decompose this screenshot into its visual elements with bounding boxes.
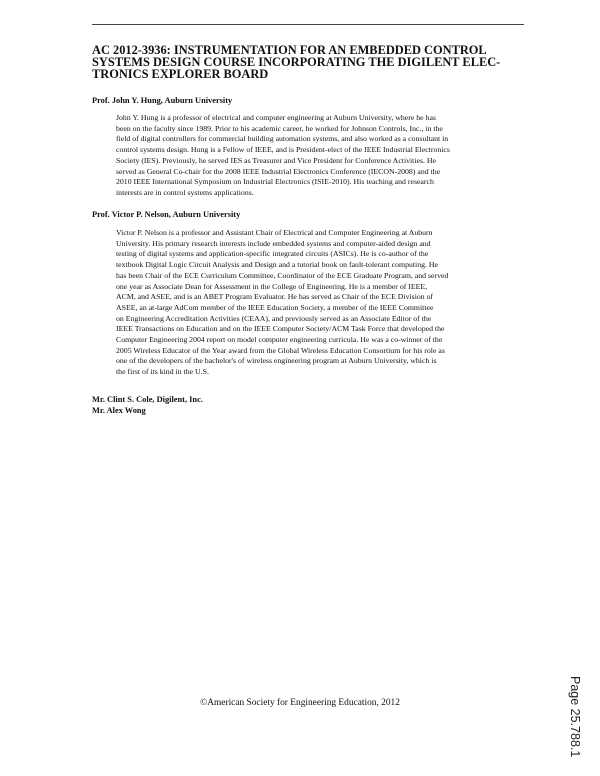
- bio-line: John Y. Hung is a professor of electrical and computer engineering at Auburn University, where he has: [116, 113, 436, 122]
- bio-line: one of the developers of the bachelor's of wireless engineering program at Auburn University, which is: [116, 356, 437, 366]
- top-rule: [92, 24, 524, 25]
- title-line: TRONICS EXPLORER BOARD: [92, 67, 269, 81]
- bio-line: one year as Associate Dean for Assessment in the College of Engineering. He is a member of IEEE,: [116, 281, 428, 291]
- bio-line: ACM, and ASEE, and is an ABET Program Evaluator. He has served as Chair of the ECE Division of: [116, 292, 434, 302]
- author-heading-nelson: Prof. Victor P. Nelson, Auburn University: [92, 210, 241, 219]
- bio-line: textbook Digital Logic Circuit Analysis and Design and a tutorial book on fault-tolerant computing. He: [116, 260, 438, 270]
- bio-line: ASEE, an at-large AdCom member of the IEEE Education Society, a member of the IEEE Committee: [116, 302, 434, 312]
- author-heading-hung: Prof. John Y. Hung, Auburn University: [92, 96, 233, 105]
- bio-line: Victor P. Nelson is a professor and Assistant Chair of Electrical and Computer Engineering at Auburn: [116, 228, 433, 237]
- bio-line: been on the faculty since 1989. Prior to his academic career, he worked for Johnson Controls, Inc., in the: [116, 123, 443, 133]
- bio-line: 2010 IEEE International Symposium on Industrial Electronics (ISIE-2010). His teaching and research: [116, 177, 434, 187]
- copyright-footer: ©American Society for Engineering Education, 2012: [200, 698, 400, 708]
- bio-line: control systems design. Hung is a Fellow of IEEE, and is President-elect of the IEEE Industrial Electronics: [116, 145, 450, 155]
- bio-line: University. His primary research interests include embedded systems and computer-aided design and: [116, 238, 431, 248]
- bio-line: Society (IES). Previously, he served IES as Treasurer and Vice President for Conference Activities. He: [116, 155, 436, 165]
- bio-line: testing of digital systems and application-specific integrated circuits (ASICs). He is co-author of the: [116, 249, 429, 259]
- author-bio-hung: [116, 113, 522, 199]
- bio-line: served as General Co-chair for the 2008 IEEE Industrial Electronics Conference (IECON-2008) and the: [116, 166, 441, 176]
- paper-title: [92, 44, 526, 80]
- author-heading-cole: Mr. Clint S. Cole, Digilent, Inc.: [92, 395, 203, 404]
- title-line: SYSTEMS DESIGN COURSE INCORPORATING THE DIGILENT ELEC-: [92, 55, 501, 69]
- bio-line: IEEE Transactions on Education and on the IEEE Computer Society/ACM Task Force that developed the: [116, 324, 445, 334]
- author-heading-wong: Mr. Alex Wong: [92, 406, 146, 415]
- bio-line: interests are in control systems applications.: [116, 187, 254, 197]
- page-number-label: Page 25.788.1: [568, 676, 582, 758]
- bio-line: on Engineering Accreditation Activities (CEAA), and previously served as an Associate Editor of the: [116, 313, 432, 323]
- bio-line: field of digital controllers for commercial building automation systems, and also worked as a consultant in: [116, 134, 449, 144]
- bio-line: Computer Engineering 2004 report on model computer engineering curricula. He was a co-winner of the: [116, 335, 443, 345]
- bio-line: 2005 Wireless Educator of the Year award from the Global Wireless Education Consortium for his role as: [116, 345, 445, 355]
- author-bio-nelson: [116, 228, 522, 378]
- bio-line: the first of its kind in the U.S.: [116, 367, 209, 377]
- title-line: AC 2012-3936: INSTRUMENTATION FOR AN EMBEDDED CONTROL: [92, 43, 487, 57]
- bio-line: has been Chair of the ECE Curriculum Committee, Coordinator of the ECE Graduate Program, and served: [116, 270, 449, 280]
